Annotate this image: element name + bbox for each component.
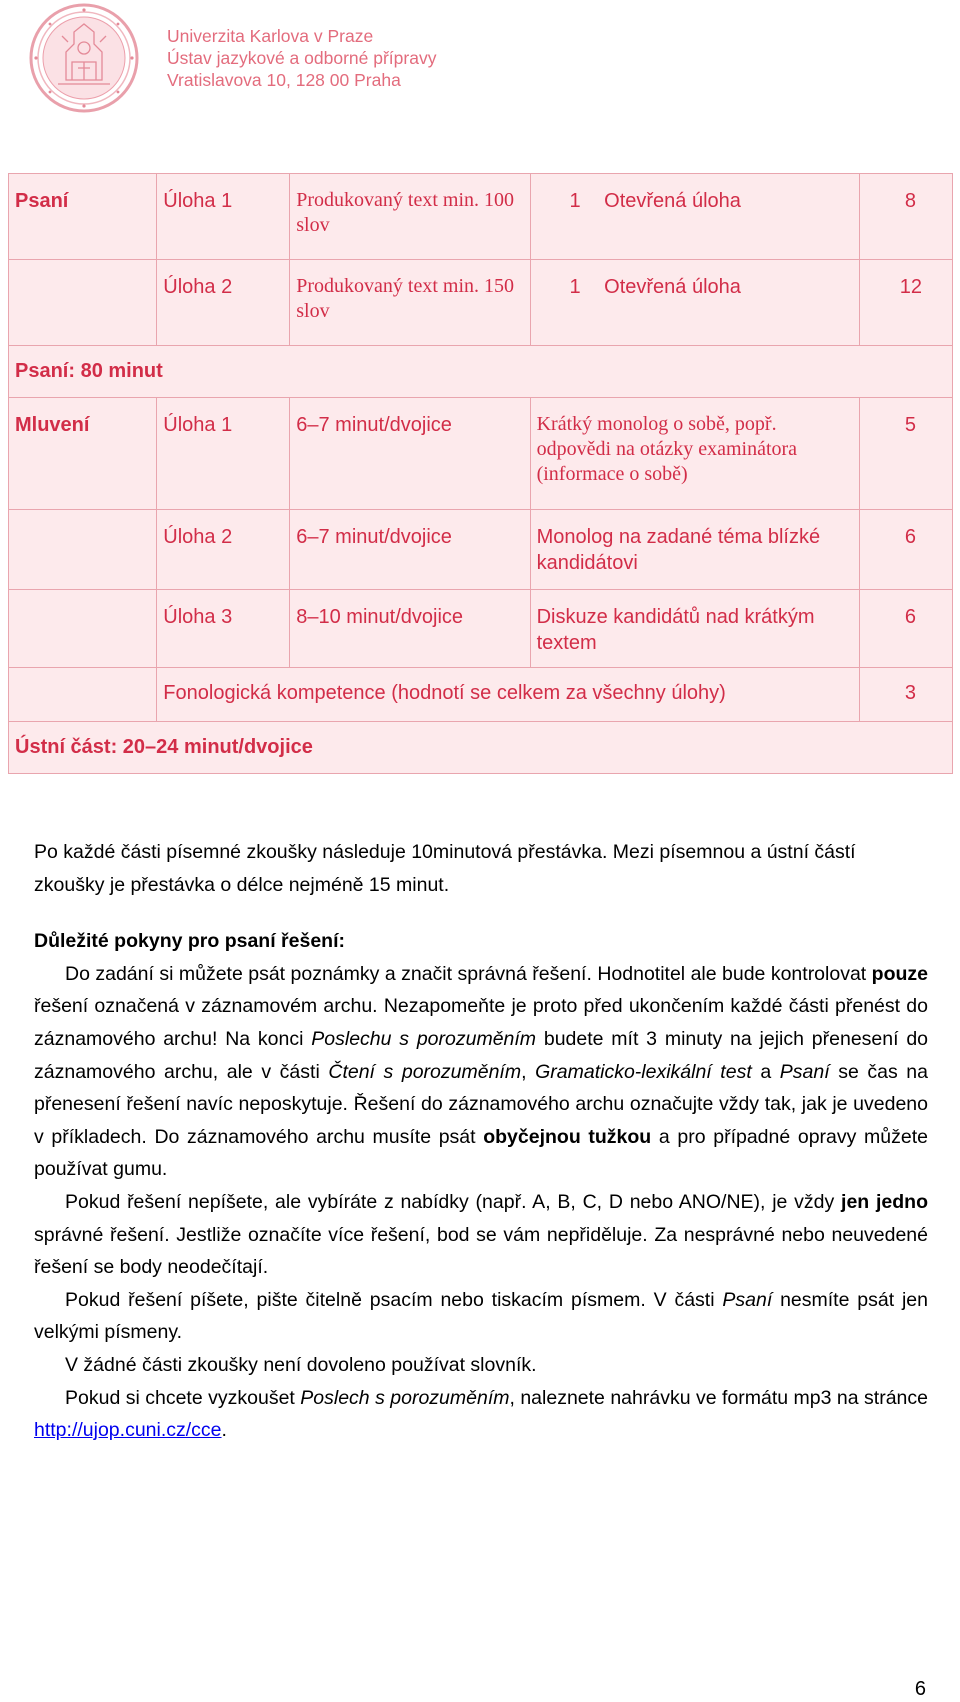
text-span: , (521, 1060, 536, 1083)
task-form: Produkovaný text min. 100 slov (290, 174, 530, 260)
task-label: Úloha 1 (157, 398, 290, 510)
italic-text: Gramaticko-lexikální test (535, 1060, 752, 1083)
phonology-points: 3 (859, 668, 952, 722)
task-points: 6 (859, 590, 952, 668)
address: Vratislavova 10, 128 00 Praha (167, 70, 401, 90)
empty-cell (9, 510, 157, 590)
table-row (9, 260, 953, 346)
task-points: 5 (859, 398, 952, 510)
mp3-download-link[interactable]: http://ujop.cuni.cz/cce (34, 1419, 222, 1442)
text-span: řešení označená v záznamovém archu. Nezapomeňte je proto před ukončením každé části přenést do záznamového archu! Na konci (34, 995, 928, 1050)
task-label: Úloha 3 (157, 590, 290, 668)
task-count: 1 (569, 276, 581, 298)
section-label: Mluvení (9, 398, 157, 510)
task-points: 12 (859, 260, 952, 346)
task-description: Diskuze kandidátů nad krátkým textem (530, 590, 859, 668)
task-type: Otevřená úloha (604, 276, 741, 298)
text-span: a (751, 1060, 780, 1083)
task-count: 1 (569, 190, 581, 212)
task-time: 6–7 minut/dvojice (290, 510, 530, 590)
italic-text: Poslech s porozuměním (300, 1386, 510, 1409)
table-row (9, 346, 953, 398)
instruction-paragraph (34, 958, 928, 1186)
institute-name: Ústav jazykové a odborné přípravy (167, 48, 437, 68)
task-points: 8 (859, 174, 952, 260)
task-form: Produkovaný text min. 150 slov (290, 260, 530, 346)
table-row (9, 510, 953, 590)
task-type: Otevřená úloha (604, 190, 741, 212)
university-name: Univerzita Karlova v Praze (167, 26, 374, 46)
exam-structure-table (8, 173, 953, 774)
text-span: Pokud si chcete vyzkoušet (65, 1386, 301, 1409)
table-row (9, 398, 953, 510)
emphasis-text: obyčejnou tužkou (483, 1125, 652, 1148)
page-number: 6 (914, 1678, 926, 1700)
italic-text: Psaní (722, 1288, 773, 1311)
break-note: Po každé části písemné zkoušky následuje 10minutová přestávka. Mezi písemnou a ústní částí zkoušky je přestávka o délce nejméně 15 minut. (34, 841, 856, 896)
instruction-paragraph (34, 1284, 928, 1349)
task-description: Monolog na zadané téma blízké kandidátovi (530, 510, 859, 590)
text-span: nesmíte psát jen velkými písmeny. (34, 1288, 928, 1344)
italic-text: Čtení s porozuměním (328, 1060, 522, 1083)
instruction-paragraph (34, 1382, 928, 1447)
section-label: Psaní (9, 174, 157, 260)
task-label: Úloha 2 (157, 510, 290, 590)
table-row (9, 590, 953, 668)
task-type-cell (530, 260, 859, 346)
text-span: správné řešení. Jestliže označíte více řešení, bod se vám nepřiděluje. Za nesprávné nebo neuvedené řešení se body neodečítají. (34, 1223, 928, 1279)
instruction-paragraph: V žádné části zkoušky není dovoleno používat slovník. (65, 1353, 537, 1376)
instruction-paragraph (34, 1186, 928, 1284)
task-type-cell (530, 174, 859, 260)
task-time: 8–10 minut/dvojice (290, 590, 530, 668)
instructions-body (34, 836, 928, 1447)
empty-cell (9, 668, 157, 722)
text-span: . (221, 1419, 227, 1442)
task-label: Úloha 1 (157, 174, 290, 260)
text-span: a pro případné opravy můžete používat gumu. (34, 1125, 929, 1181)
table-row (9, 722, 953, 774)
table-row (9, 174, 953, 260)
task-label: Úloha 2 (157, 260, 290, 346)
section-total: Psaní: 80 minut (9, 346, 953, 398)
italic-text: Poslechu s porozuměním (311, 1027, 537, 1050)
section-total: Ústní část: 20–24 minut/dvojice (9, 722, 953, 774)
emphasis-text: pouze (871, 962, 928, 985)
task-time: 6–7 minut/dvojice (290, 398, 530, 510)
text-span: Pokud řešení nepíšete, ale vybíráte z nabídky (např. A, B, C, D nebo ANO/NE), je vždy (65, 1190, 842, 1213)
text-span: Pokud řešení píšete, pište čitelně psacím nebo tiskacím písmem. V části (65, 1288, 723, 1311)
text-span: se čas na přenesení řešení navíc neposkytuje. Řešení do záznamového archu označujte vždy tak, jak je uvedeno v příkladech. Do záznamového archu musíte psát (34, 1060, 928, 1148)
table-row (9, 668, 953, 722)
task-points: 6 (859, 510, 952, 590)
italic-text: Psaní (779, 1060, 830, 1083)
text-span: Do zadání si můžete psát poznámky a značit správná řešení. Hodnotitel ale bude kontrolovat (65, 962, 872, 985)
task-description: Krátký monolog o sobě, popř. odpovědi na otázky examinátora (informace o sobě) (530, 398, 859, 510)
text-span: budete mít 3 minuty na jejich přenesení do záznamového archu, ale v části (34, 1027, 929, 1083)
university-seal-icon (28, 2, 140, 114)
text-span: , naleznete nahrávku ve formátu mp3 na stránce (509, 1386, 928, 1409)
emphasis-text: jen jedno (841, 1190, 928, 1213)
empty-cell (9, 260, 157, 346)
header-address (167, 25, 436, 91)
phonology-label: Fonologická kompetence (hodnotí se celkem za všechny úlohy) (157, 668, 860, 722)
instructions-heading: Důležité pokyny pro psaní řešení: (34, 930, 345, 953)
empty-cell (9, 590, 157, 668)
